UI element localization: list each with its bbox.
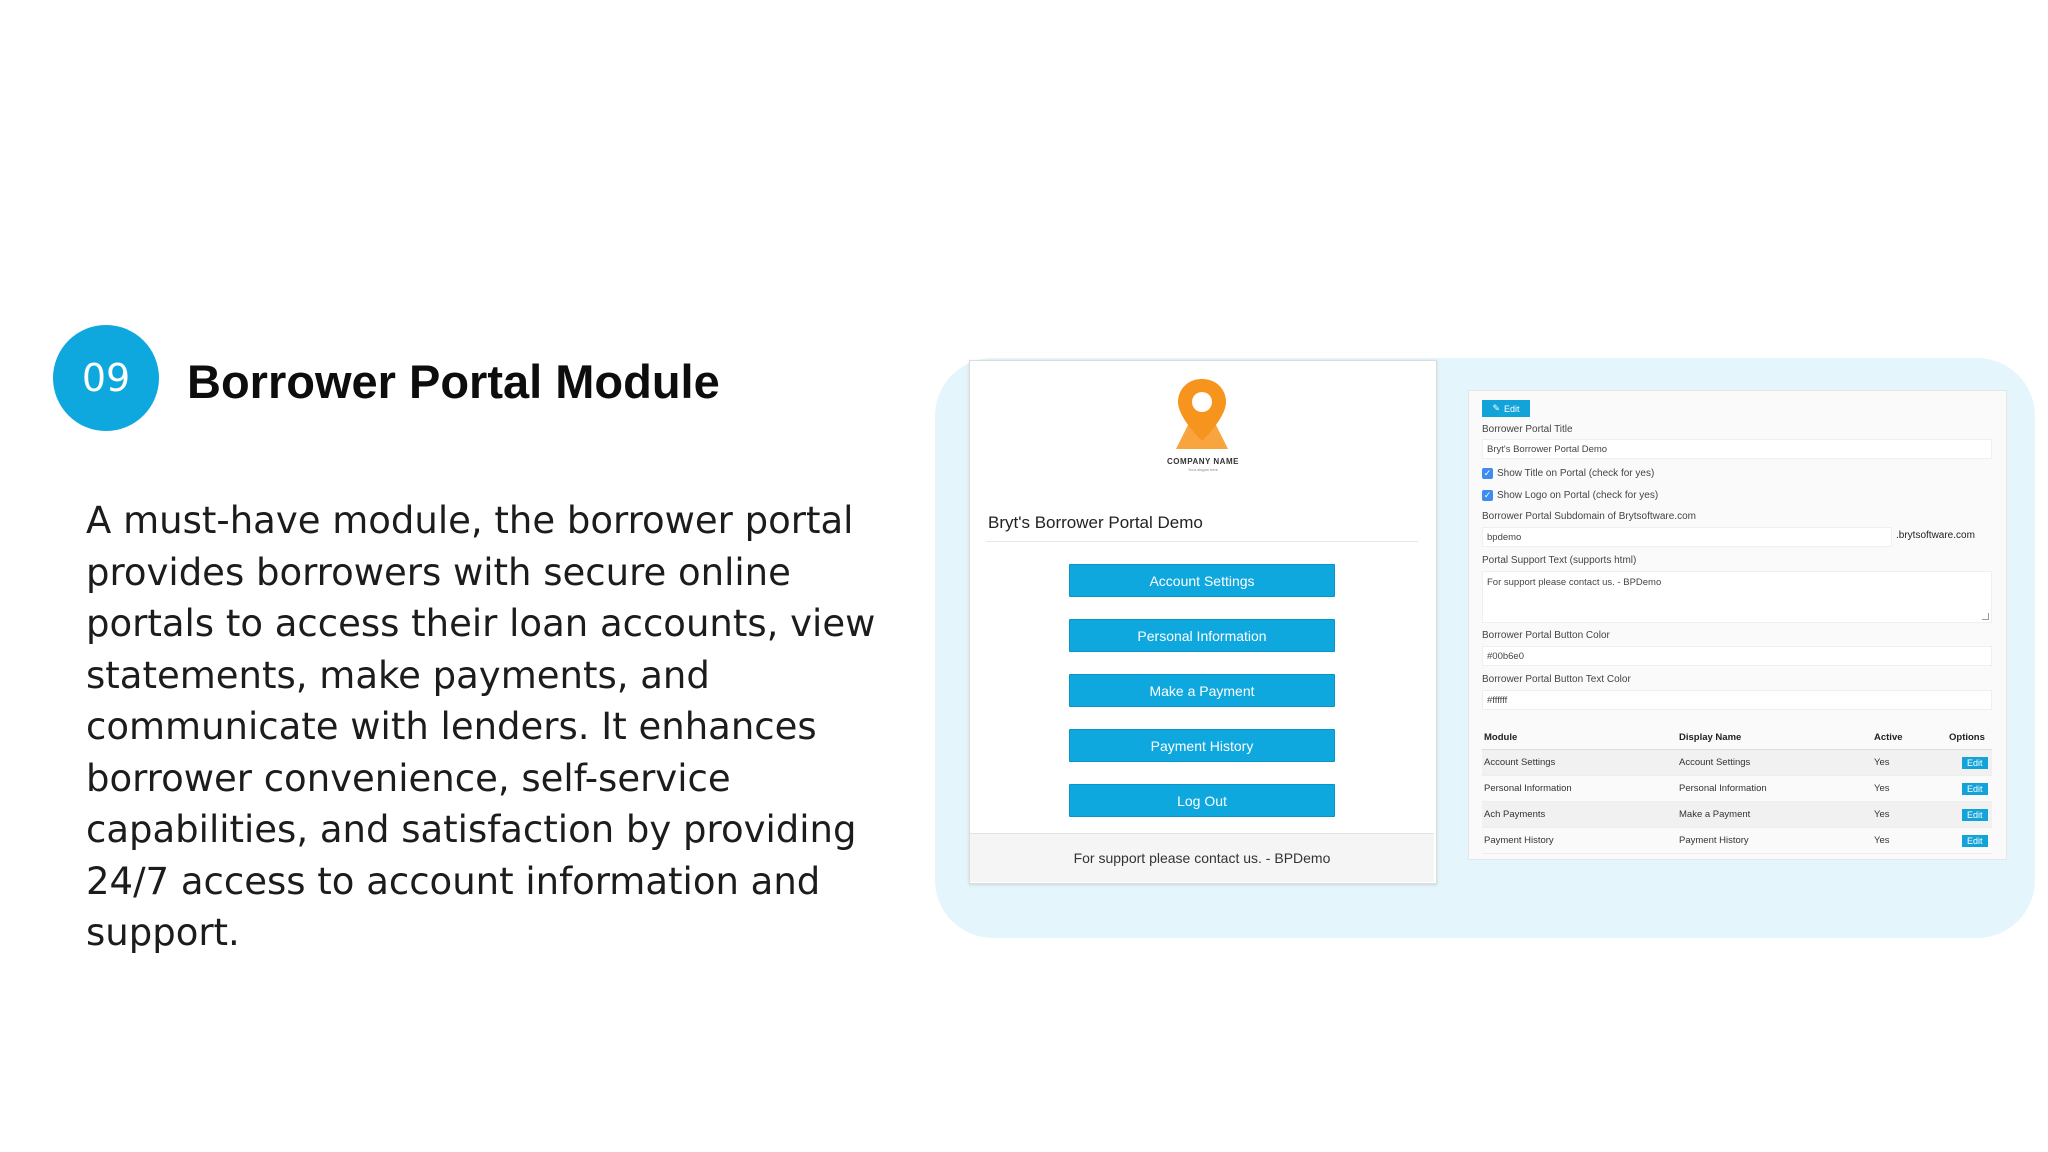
column-header-options: Options xyxy=(1947,725,1992,750)
show-logo-label: Show Logo on Portal (check for yes) xyxy=(1497,490,1659,501)
support-text-label: Portal Support Text (supports html) xyxy=(1482,555,1637,566)
cell-display-name: Make a Payment xyxy=(1677,802,1872,828)
cell-module: Ach Payments xyxy=(1482,802,1677,828)
location-pin-logo-icon xyxy=(1162,375,1242,455)
table-row xyxy=(1482,828,1992,854)
cell-options xyxy=(1947,802,1992,828)
cell-active: Yes xyxy=(1872,828,1947,854)
description-line: borrower convenience, self-service xyxy=(86,756,731,800)
column-header-active: Active xyxy=(1872,725,1947,750)
portal-preview-card xyxy=(969,360,1437,884)
cell-module: Payment History xyxy=(1482,828,1677,854)
table-row xyxy=(1482,776,1992,802)
row-edit-button[interactable]: Edit xyxy=(1962,809,1988,821)
button-color-field[interactable]: #00b6e0 xyxy=(1482,646,1992,666)
description-line: communicate with lenders. It enhances xyxy=(86,705,817,748)
cell-options xyxy=(1947,776,1992,802)
portal-title-field[interactable]: Bryt's Borrower Portal Demo xyxy=(1482,439,1992,459)
description-line: A must-have module, the borrower portal xyxy=(86,499,854,542)
description-line: capabilities, and satisfaction by providing xyxy=(86,808,857,851)
slide-title: Borrower Portal Module xyxy=(187,355,720,408)
support-text-value: For support please contact us. - BPDemo xyxy=(1487,577,1662,588)
button-text-color-label: Borrower Portal Button Text Color xyxy=(1482,674,1631,685)
cell-display-name: Payment History xyxy=(1677,828,1872,854)
logo-tagline: Your slogan here xyxy=(1187,467,1219,472)
button-color-label: Borrower Portal Button Color xyxy=(1482,630,1610,641)
description-line: portals to access their loan accounts, view xyxy=(86,602,876,645)
cell-active: Yes xyxy=(1872,750,1947,776)
column-header-display-name: Display Name xyxy=(1677,725,1872,750)
cell-active: Yes xyxy=(1872,802,1947,828)
table-header-row xyxy=(1482,725,1992,750)
cell-display-name: Personal Information xyxy=(1677,776,1872,802)
portal-footer: For support please contact us. - BPDemo xyxy=(970,833,1434,882)
resize-handle-icon[interactable] xyxy=(1982,613,1989,620)
description-line: 24/7 access to account information and xyxy=(86,859,821,903)
row-edit-button[interactable]: Edit xyxy=(1962,835,1988,847)
portal-title: Bryt's Borrower Portal Demo xyxy=(988,513,1203,532)
cell-module: Account Settings xyxy=(1482,750,1677,776)
button-text-color-field[interactable]: #ffffff xyxy=(1482,690,1992,710)
subdomain-suffix: .brytsoftware.com xyxy=(1896,530,1975,541)
cell-options xyxy=(1947,750,1992,776)
checkbox-checked-icon[interactable]: ✓ xyxy=(1483,490,1492,500)
edit-button-label: Edit xyxy=(1504,403,1520,414)
description-line: provides borrowers with secure online xyxy=(86,550,791,594)
row-edit-button[interactable]: Edit xyxy=(1962,783,1988,795)
column-header-module: Module xyxy=(1482,725,1677,750)
subdomain-label: Borrower Portal Subdomain of Brytsoftware.com xyxy=(1482,511,1696,522)
show-title-checkbox-row[interactable] xyxy=(1482,468,1654,479)
table-row xyxy=(1482,802,1992,828)
checkbox-checked-icon[interactable]: ✓ xyxy=(1483,468,1492,478)
payment-history-button[interactable]: Payment History xyxy=(1069,729,1335,762)
subdomain-field[interactable]: bpdemo xyxy=(1482,527,1892,547)
portal-settings-card xyxy=(1468,390,2007,860)
cell-module: Personal Information xyxy=(1482,776,1677,802)
personal-information-button[interactable]: Personal Information xyxy=(1069,619,1335,652)
cell-active: Yes xyxy=(1872,776,1947,802)
table-row xyxy=(1482,750,1992,776)
cell-options xyxy=(1947,828,1992,854)
slide-number: 09 xyxy=(81,356,131,400)
slide-description xyxy=(86,495,886,959)
divider xyxy=(986,541,1418,542)
modules-table xyxy=(1482,725,1992,854)
log-out-button[interactable]: Log Out xyxy=(1069,784,1335,817)
slide-number-badge xyxy=(53,325,159,431)
support-text-area[interactable] xyxy=(1482,571,1992,623)
show-title-label: Show Title on Portal (check for yes) xyxy=(1497,468,1655,479)
row-edit-button[interactable]: Edit xyxy=(1962,757,1988,769)
account-settings-button[interactable]: Account Settings xyxy=(1069,564,1335,597)
show-logo-checkbox-row[interactable] xyxy=(1482,490,1658,501)
portal-title-label: Borrower Portal Title xyxy=(1482,424,1573,435)
pencil-icon: ✎ xyxy=(1492,403,1501,413)
description-line: statements, make payments, and xyxy=(86,653,710,697)
make-payment-button[interactable]: Make a Payment xyxy=(1069,674,1335,707)
cell-display-name: Account Settings xyxy=(1677,750,1872,776)
logo-company-name: COMPANY NAME xyxy=(1167,457,1239,466)
description-line: support. xyxy=(86,911,240,954)
edit-button[interactable] xyxy=(1482,400,1530,417)
